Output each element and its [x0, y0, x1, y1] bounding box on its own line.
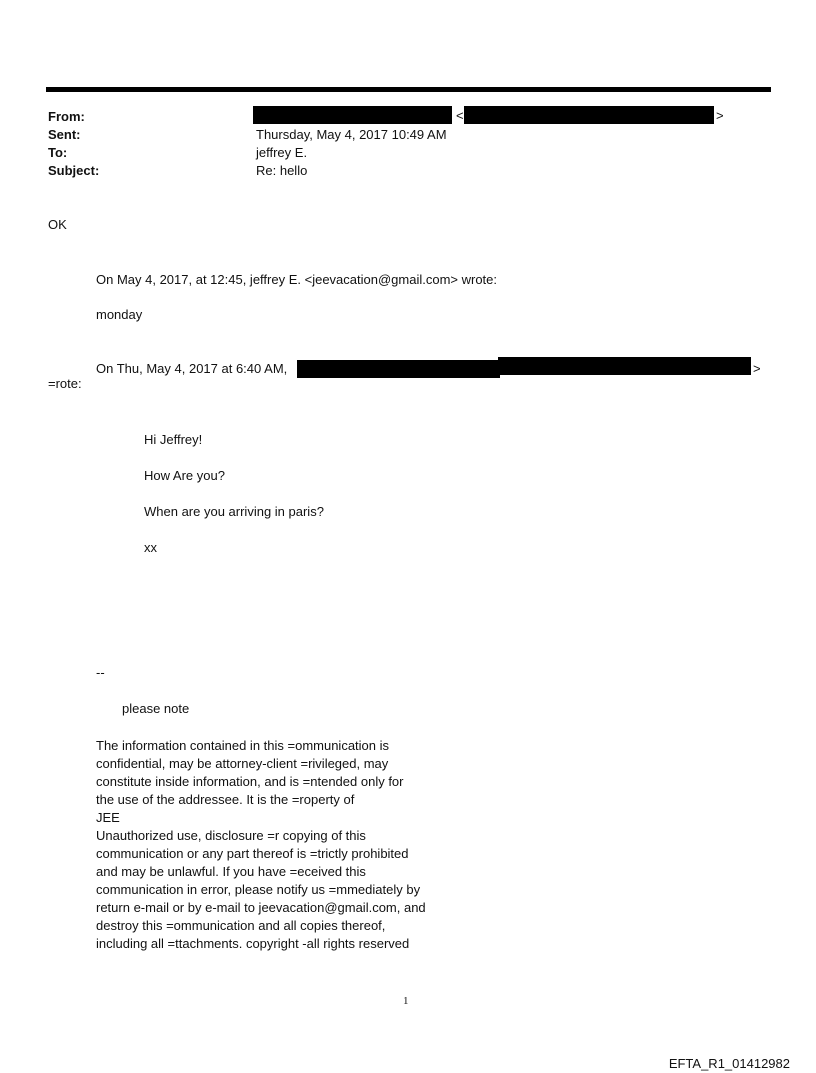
bates-number: EFTA_R1_01412982 — [668, 1056, 790, 1071]
disclaimer-line: communication in error, please notify us =mmediately by — [96, 882, 421, 897]
quote2-email-redaction — [498, 357, 751, 375]
message-line-4: xx — [144, 540, 157, 555]
quote2-close: > — [753, 361, 761, 376]
disclaimer-line: including all =ttachments. copyright -all rights reserved — [96, 936, 410, 951]
sent-value: Thursday, May 4, 2017 10:49 AM — [256, 127, 447, 142]
sent-label: Sent: — [48, 127, 81, 142]
disclaimer-line: communication or any part thereof is =trictly prohibited — [96, 846, 409, 861]
message-line-3: When are you arriving in paris? — [144, 504, 324, 519]
from-email-open: < — [456, 108, 464, 123]
quote2-header: On Thu, May 4, 2017 at 6:40 AM, — [96, 361, 288, 376]
note-heading: please note — [122, 701, 190, 716]
signature-dashes: -- — [96, 665, 105, 680]
to-label: To: — [48, 145, 68, 160]
subject-label: Subject: — [48, 163, 100, 178]
header-rule — [46, 87, 771, 92]
from-email-redaction — [464, 106, 714, 124]
quote2-wrap: =rote: — [48, 376, 82, 391]
disclaimer-line: return e-mail or by e-mail to jeevacation@gmail.com, and — [96, 900, 426, 915]
page-number: 1 — [403, 995, 409, 1007]
disclaimer — [96, 737, 456, 953]
quote1-header: On May 4, 2017, at 12:45, jeffrey E. <jeevacation@gmail.com> wrote: — [96, 272, 498, 287]
disclaimer-line: destroy this =ommunication and all copies thereof, — [96, 918, 386, 933]
message-line-2: How Are you? — [144, 468, 225, 483]
disclaimer-line: Unauthorized use, disclosure =r copying of this — [96, 828, 366, 843]
disclaimer-line: JEE — [96, 810, 120, 825]
from-email-close: > — [716, 108, 724, 123]
to-value: jeffrey E. — [256, 145, 308, 160]
subject-value: Re: hello — [256, 163, 308, 178]
disclaimer-line: The information contained in this =ommunication is — [96, 738, 390, 753]
disclaimer-line: constitute inside information, and is =ntended only for — [96, 774, 404, 789]
quote1-text: monday — [96, 307, 143, 322]
disclaimer-line: and may be unlawful. If you have =eceived this — [96, 864, 366, 879]
reply-text: OK — [48, 217, 67, 232]
quote2-name-redaction — [297, 360, 500, 378]
from-label: From: — [48, 109, 85, 124]
message-line-1: Hi Jeffrey! — [144, 432, 203, 447]
disclaimer-line: confidential, may be attorney-client =rivileged, may — [96, 756, 389, 771]
from-name-redaction — [253, 106, 452, 124]
disclaimer-line: the use of the addressee. It is the =roperty of — [96, 792, 355, 807]
